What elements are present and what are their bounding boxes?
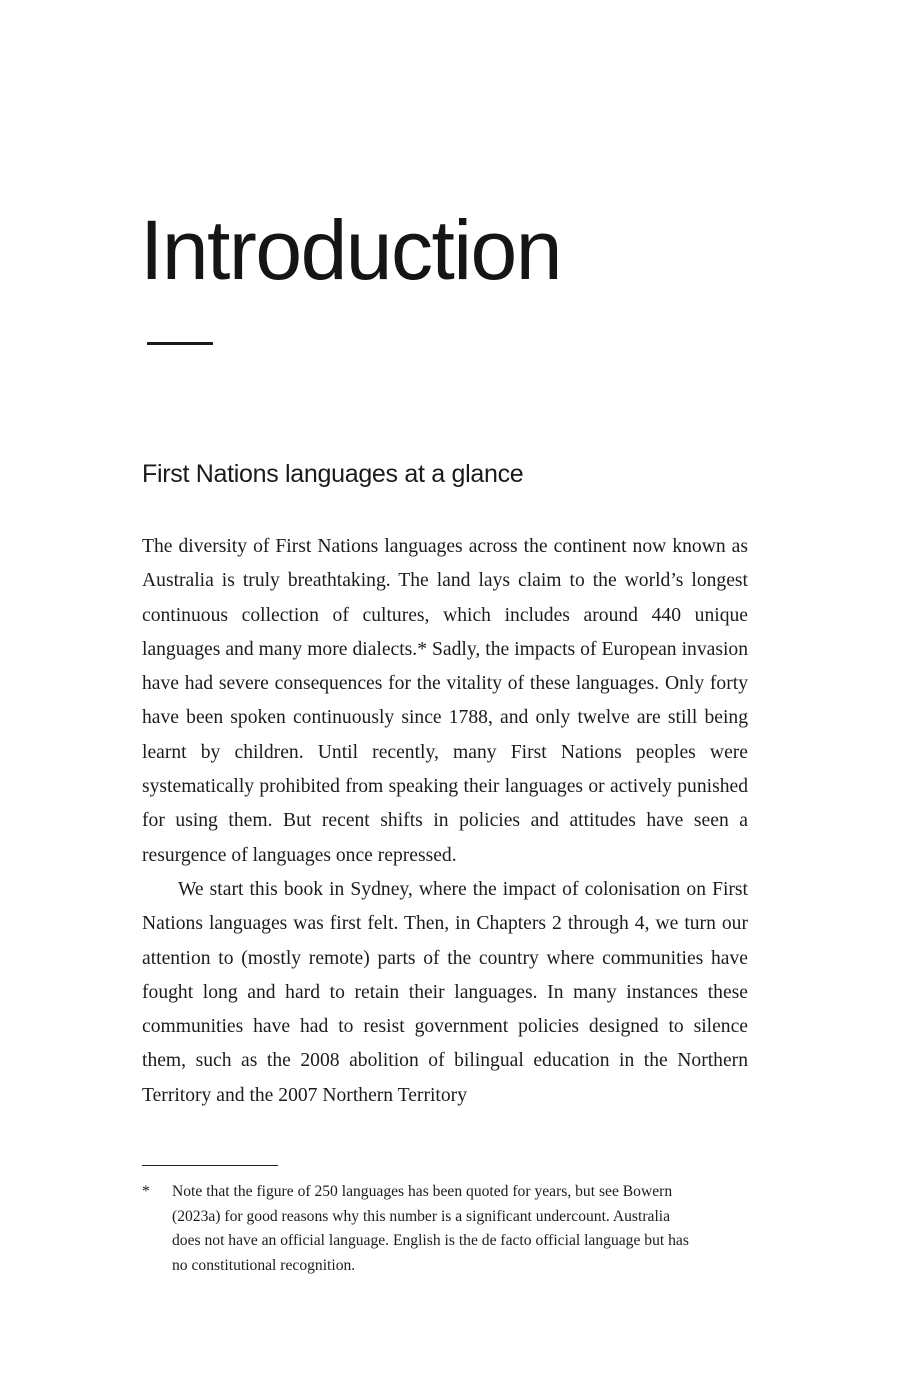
section-heading: First Nations languages at a glance — [142, 460, 524, 488]
footnote — [142, 1180, 702, 1279]
body-paragraph-1: The diversity of First Nations languages across the continent now known as Australia is truly breathtaking. The land lays claim to the world’s longest continuous collection of cultures, which includes around 440 unique languages and many more dialects.* Sadly, the impacts of European invasion have had severe consequences for the vitality of these languages. Only forty have been spoken continuously since 1788, and only twelve are still being learnt by children. Until recently, many First Nations peoples were systematically prohibited from speaking their languages or actively punished for using them. But recent shifts in policies and attitudes have seen a resurgence of languages once repressed. — [142, 536, 748, 866]
footnote-marker: * — [142, 1183, 150, 1200]
body-paragraph-2: We start this book in Sydney, where the impact of colonisation on First Nations languages was first felt. Then, in Chapters 2 through 4, we turn our attention to (mostly remote) parts of the country where communities have fought long and hard to retain their languages. In many instances these communities have had to resist government policies designed to silence them, such as the 2008 abolition of bilingual education in the Northern Territory and the 2007 Northern Territory — [142, 878, 748, 1106]
footnote-rule — [142, 1165, 278, 1166]
footnote-text: Note that the figure of 250 languages has been quoted for years, but see Bowern (2023a) for good reasons why this number is a significant undercount. Australia does not have an official language. English is the de facto official language but has no constitutional recognition. — [172, 1183, 689, 1275]
chapter-title: Introduction — [140, 203, 561, 297]
body-text — [142, 530, 748, 1113]
title-rule — [147, 342, 213, 345]
